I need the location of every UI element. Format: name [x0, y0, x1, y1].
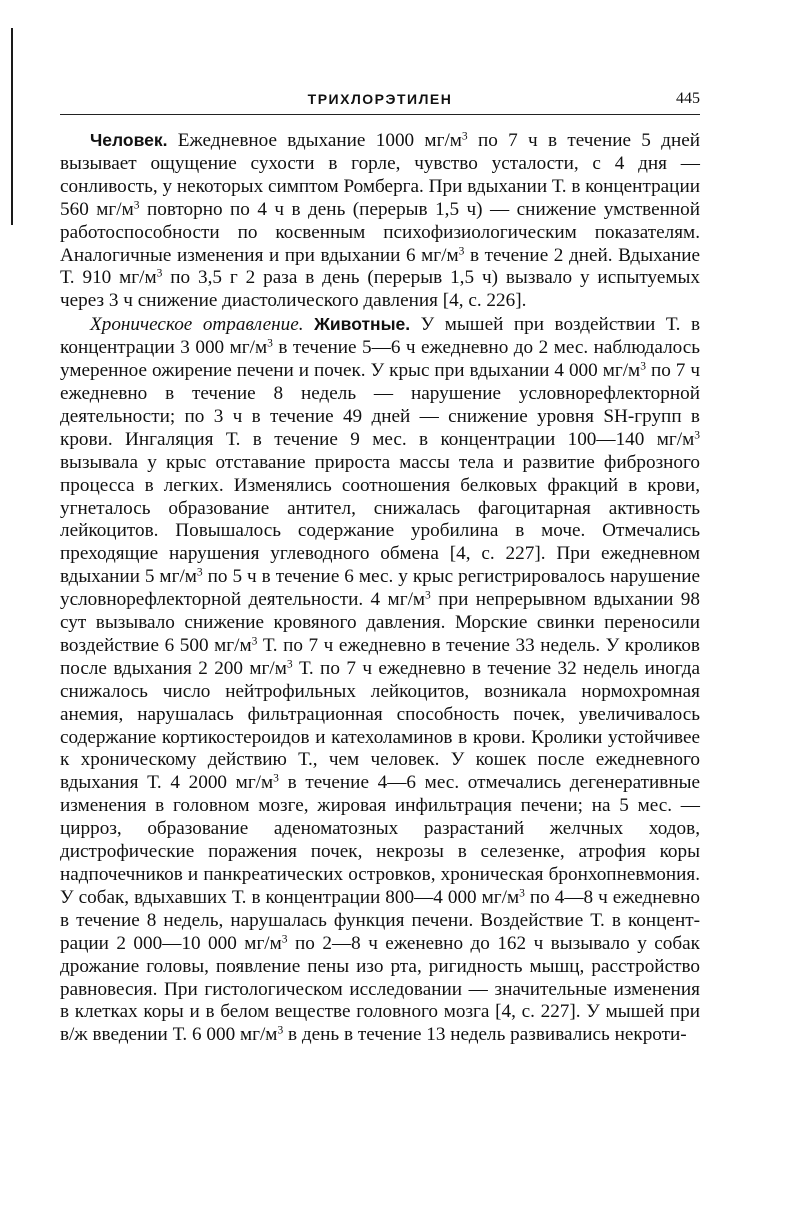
text-run: по 4—8 ч ежедневно в течение 8 недель, нарушалась функция печени. Воздействие Т. в концентрации 2 000—10 000 мг/м — [60, 886, 701, 954]
superscript: 3 — [458, 245, 465, 258]
book-page — [60, 88, 700, 1047]
running-title: ТРИХЛОРЭТИЛЕН — [307, 91, 453, 107]
text-run: по 5 ч в течение 6 мес. у крыс регистрировалось нарушение условнорефлекторной деятельности. 4 мг/м — [60, 566, 701, 611]
superscript: 3 — [281, 933, 288, 946]
text-run: в день в течение 13 недель развивались некроти- — [283, 1024, 687, 1046]
superscript: 3 — [461, 130, 468, 143]
text-run: в течение 4—6 мес. отмечались дегенеративные изменения в головном мозге, жировая инфильтрация печени; на 5 мес. — цирроз, образование аденоматозных разрастаний желчных ходов, дистрофические поражения почек, некрозы в селезенке, атрофия коры надпочечников и панкреатических островков, хроническая бронхопневмония. У собак, вдыхавших Т. в концентрации 800—4 000 мг/м — [60, 772, 700, 908]
superscript: 3 — [640, 360, 646, 373]
paragraph-human — [60, 129, 700, 313]
text-run: повторно по 4 ч в день (перерыв 1,5 ч) — снижение умственной работоспособности по косвенным психофизиологическим показателям. Аналогичные изменения и при вдыхании 6 мг/м — [60, 198, 700, 266]
text-run: в течение 2 дней. Вдыхание Т. 910 мг/м — [60, 244, 701, 289]
superscript: 3 — [196, 566, 203, 579]
superscript: 3 — [519, 887, 525, 900]
subject-heading: Животные. — [314, 314, 411, 335]
section-heading-italic: Хроническое отравление. — [90, 314, 304, 336]
text-run: У мышей при воздействии Т. в концентрации 3 000 мг/м — [60, 314, 700, 359]
superscript: 3 — [277, 1025, 284, 1038]
body-text — [60, 129, 700, 1047]
superscript: 3 — [156, 268, 163, 281]
text-run: Ежедневное вдыхание 1000 мг/м — [167, 130, 462, 151]
superscript: 3 — [694, 429, 700, 442]
text-run: в течение 5—6 ч ежедневно до 2 мес. наблюдалось умеренное ожирение печени и почек. У крыс при вдыхании 4 000 мг/м — [60, 337, 700, 382]
margin-rule — [11, 28, 13, 225]
page-number: 445 — [676, 90, 700, 107]
text-run: по 3,5 г 2 раза в день (перерыв 1,5 ч) вызвало у испытуемых через 3 ч снижение диастолического давления [4, с. 226]. — [60, 267, 700, 312]
superscript: 3 — [251, 635, 258, 648]
superscript: 3 — [425, 589, 431, 602]
superscript: 3 — [267, 337, 273, 350]
subject-heading: Человек. — [90, 130, 168, 150]
text-run: Т. по 7 ч ежедневно в течение 33 недель. У кроликов после вдыхания 2 200 мг/м — [60, 634, 700, 679]
paragraph-chronic-poisoning — [60, 313, 700, 1047]
running-head — [60, 88, 700, 115]
text-run: при непрерывном вдыхании 98 сут вызывало снижение кровяного давления. Морские свинки переносили воздействие 6 500 мг/м — [60, 589, 700, 656]
text-run: по 2—8 ч еженевно до 162 ч вызывало у собак дрожание головы, появление пены изо рта, ригидность мышц, расстройство равновесия. При гистологическом исследовании — значительные изменения в клетках коры и в белом веществе головного мозга [4, с. 227]. У мышей при в/ж введении Т. 6 000 мг/м — [60, 932, 700, 1046]
text-run: по 7 ч в течение 5 дней вызывает ощущение сухости в горле, чувство усталости, с 4 дня — сонливость, у некоторых симптом Ромберга. При вдыхании Т. в концентрации 560 мг/м — [60, 130, 701, 220]
text-run: вызывала у крыс отставание прироста массы тела и развитие фиброзного процесса в легких. Изменялись соотношения белковых фракций в крови, угнеталось образование антител, снижалась фагоцитарная активность лейкоцитов. Повышалось содержание уробилина в моче. Отмечались преходящие нарушения углеводного обмена [4, с. 227]. При ежедневном вдыхании 5 мг/м — [60, 451, 700, 588]
superscript: 3 — [273, 773, 279, 786]
text-run: Т. по 7 ч ежедневно в течение 32 недель иногда снижалось число нейтрофильных лейкоцитов, возникала нормохромная анемия, нарушалась фильтрационная способность почек, увеличивалось содержание кортикостероидов и катехоламинов в крови. Кролики устойчивее к хроническому действию Т., чем человек. У кошек после ежедневного вдыхания Т. 4 2000 мг/м — [60, 657, 700, 794]
text-run: по 7 ч ежедневно в течение 8 недель — нарушение условнорефлекторной деятельности; по 3 ч в течение 49 дней — снижение уровня SH-групп в крови. Ингаляция Т. в течение 9 мес. в концентрации 100—140 мг/м — [60, 360, 700, 450]
superscript: 3 — [133, 199, 140, 212]
superscript: 3 — [286, 658, 293, 671]
